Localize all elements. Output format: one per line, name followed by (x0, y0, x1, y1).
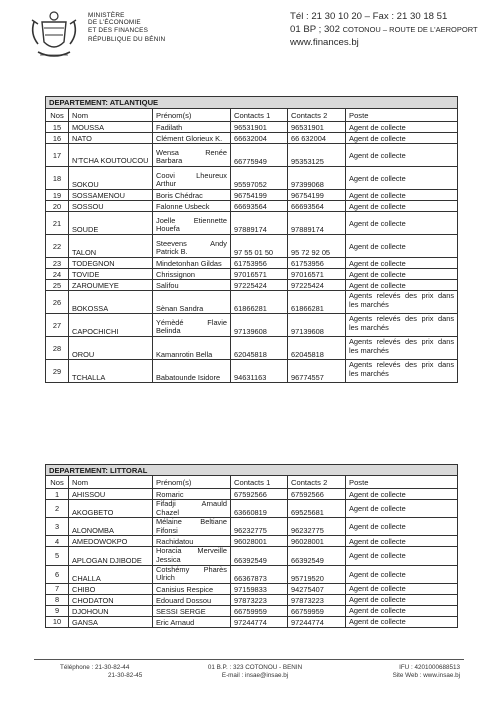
department-title: DEPARTEMENT: ATLANTIQUE (46, 97, 458, 109)
cell-contacts1: 96028001 (231, 536, 288, 547)
cell-nom: APLOGAN DJIBODE (69, 547, 153, 565)
cell-contacts1: 97873223 (231, 594, 288, 605)
cell-prenoms: Horacia Merveille Jessica (153, 547, 231, 565)
cell-poste: Agent de collecte (346, 616, 458, 627)
table-row (46, 583, 458, 594)
cell-contacts2: 94275407 (288, 583, 346, 594)
footer-divider (34, 659, 464, 660)
cell-no: 17 (46, 144, 69, 167)
cell-nom: CHALLA (69, 565, 153, 583)
table-row (46, 536, 458, 547)
cell-contacts2: 97225424 (288, 280, 346, 291)
cell-nom: ZAROUMEYE (69, 280, 153, 291)
cell-poste: Agents relevés des prix dans les marchés (346, 360, 458, 383)
footer-phones (60, 664, 180, 681)
table-row (46, 258, 458, 269)
table-row (46, 190, 458, 201)
cell-poste: Agent de collecte (346, 594, 458, 605)
cell-no: 3 (46, 518, 69, 536)
cell-no: 4 (46, 536, 69, 547)
col-header-no: Nos (46, 109, 69, 122)
footer-bp: 01 B.P. : 323 COTONOU - BENIN (207, 664, 303, 671)
footer-phone-2: 21-30-82-45 (108, 672, 143, 680)
cell-prenoms: Babatounde Isidore (153, 360, 231, 383)
cell-poste: Agents relevés des prix dans les marchés (346, 337, 458, 360)
cell-contacts1: 66759959 (231, 605, 288, 616)
table-row (46, 201, 458, 212)
cell-contacts1: 96754199 (231, 190, 288, 201)
cell-no: 21 (46, 212, 69, 235)
col-header-nom: Nom (69, 109, 153, 122)
cell-contacts1: 95597052 (231, 167, 288, 190)
cell-prenoms: Falonne Usbeck (153, 201, 231, 212)
cell-nom: AHISSOU (69, 489, 153, 500)
table-row (46, 489, 458, 500)
col-header-contacts1: Contacts 1 (231, 476, 288, 489)
cell-nom: ALONOMBA (69, 518, 153, 536)
table-row (46, 291, 458, 314)
table-row (46, 616, 458, 627)
cell-poste: Agent de collecte (346, 190, 458, 201)
cell-no: 10 (46, 616, 69, 627)
cell-contacts1: 66775949 (231, 144, 288, 167)
cell-no: 24 (46, 269, 69, 280)
cell-no: 25 (46, 280, 69, 291)
cell-poste: Agent de collecte (346, 518, 458, 536)
ministry-address (290, 23, 478, 36)
cell-contacts1: 66392549 (231, 547, 288, 565)
cell-prenoms: Fadilath (153, 122, 231, 133)
footer-site: Site Web : www.insae.bj (392, 672, 460, 680)
cell-no: 28 (46, 337, 69, 360)
cell-nom: BOKOSSA (69, 291, 153, 314)
cell-nom: DJOHOUN (69, 605, 153, 616)
cell-nom: N'TCHA KOUTOUCOU (69, 144, 153, 167)
col-header-prenoms: Prénom(s) (153, 109, 231, 122)
cell-contacts2: 69525681 (288, 500, 346, 518)
cell-contacts2: 61866281 (288, 291, 346, 314)
cell-contacts1: 61866281 (231, 291, 288, 314)
cell-prenoms: Cotshémy Pharès Ulrich (153, 565, 231, 583)
cell-prenoms: Steevens Andy Patrick B. (153, 235, 231, 258)
cell-nom: AMEDOWOKPO (69, 536, 153, 547)
cell-no: 19 (46, 190, 69, 201)
cell-prenoms: Coovi Lheureux Arthur (153, 167, 231, 190)
cell-poste: Agent de collecte (346, 269, 458, 280)
cell-no: 23 (46, 258, 69, 269)
cell-prenoms: Kamanrotin Bella (153, 337, 231, 360)
cell-contacts2: 97873223 (288, 594, 346, 605)
letterhead (0, 0, 500, 72)
cell-contacts2: 97399068 (288, 167, 346, 190)
cell-contacts1: 61753956 (231, 258, 288, 269)
cell-nom: TODEGNON (69, 258, 153, 269)
cell-no: 29 (46, 360, 69, 383)
cell-prenoms: Romaric (153, 489, 231, 500)
col-header-nom: Nom (69, 476, 153, 489)
footer-ifu: IFU : 4201000688513 (399, 664, 460, 671)
cell-contacts2: 66392549 (288, 547, 346, 565)
table-row (46, 360, 458, 383)
cell-no: 2 (46, 500, 69, 518)
column-header-row (46, 476, 458, 489)
col-header-poste: Poste (346, 109, 458, 122)
cell-no: 22 (46, 235, 69, 258)
cell-contacts1: 62045818 (231, 337, 288, 360)
footer-email: E-mail : insae@insae.bj (221, 672, 289, 680)
table-row (46, 122, 458, 133)
cell-contacts1: 97244774 (231, 616, 288, 627)
cell-prenoms: Eric Arnaud (153, 616, 231, 627)
cell-no: 27 (46, 314, 69, 337)
cell-nom: GANSA (69, 616, 153, 627)
cell-contacts1: 97159833 (231, 583, 288, 594)
cell-prenoms: Rachidatou (153, 536, 231, 547)
column-header-row (46, 109, 458, 122)
phone-fax: Tél : 21 30 10 20 – Fax : 21 30 18 51 (290, 11, 448, 22)
cell-no: 20 (46, 201, 69, 212)
cell-contacts2: 97016571 (288, 269, 346, 280)
cell-poste: Agent de collecte (346, 500, 458, 518)
table-row (46, 167, 458, 190)
table-row (46, 235, 458, 258)
cell-nom: SOKOU (69, 167, 153, 190)
cell-poste: Agent de collecte (346, 489, 458, 500)
department-row (46, 465, 458, 476)
cell-no: 18 (46, 167, 69, 190)
littoral-table (45, 464, 458, 628)
col-header-contacts2: Contacts 2 (288, 476, 346, 489)
cell-contacts2: 66759959 (288, 605, 346, 616)
cell-contacts1: 63660819 (231, 500, 288, 518)
cell-prenoms: Wensa Renée Barbara (153, 144, 231, 167)
cell-nom: TOVIDE (69, 269, 153, 280)
footer-phone-1: Téléphone : 21-30-82-44 (60, 664, 130, 671)
cell-poste: Agent de collecte (346, 235, 458, 258)
cell-poste: Agent de collecte (346, 258, 458, 269)
department-row (46, 97, 458, 109)
cell-poste: Agent de collecte (346, 144, 458, 167)
cell-poste: Agent de collecte (346, 280, 458, 291)
cell-nom: SOSSAMENOU (69, 190, 153, 201)
cell-contacts2: 97889174 (288, 212, 346, 235)
cell-prenoms: Chrissignon (153, 269, 231, 280)
cell-contacts1: 66632004 (231, 133, 288, 144)
cell-prenoms: Mindetonhan Gildas (153, 258, 231, 269)
ministry-line-2: DE L'ÉCONOMIE (88, 19, 141, 27)
cell-contacts1: 94631163 (231, 360, 288, 383)
cell-prenoms: Joelle Etiennette Houefa (153, 212, 231, 235)
cell-contacts2: 95353125 (288, 144, 346, 167)
cell-poste: Agent de collecte (346, 547, 458, 565)
table-row (46, 594, 458, 605)
cell-contacts1: 97139608 (231, 314, 288, 337)
cell-contacts2: 62045818 (288, 337, 346, 360)
cell-nom: SOUDE (69, 212, 153, 235)
cell-prenoms: Clément Glorieux K. (153, 133, 231, 144)
cell-contacts2: 96232775 (288, 518, 346, 536)
table-row (46, 565, 458, 583)
table-row (46, 518, 458, 536)
cell-no: 7 (46, 583, 69, 594)
cell-nom: OROU (69, 337, 153, 360)
cell-poste: Agent de collecte (346, 565, 458, 583)
cell-poste: Agent de collecte (346, 212, 458, 235)
cell-contacts1: 97016571 (231, 269, 288, 280)
cell-nom: SOSSOU (69, 201, 153, 212)
footer-ids (330, 664, 460, 681)
cell-poste: Agent de collecte (346, 583, 458, 594)
ministry-website: www.finances.bj (290, 37, 359, 48)
table-row (46, 269, 458, 280)
table-row (46, 500, 458, 518)
cell-no: 9 (46, 605, 69, 616)
cell-poste: Agents relevés des prix dans les marchés (346, 291, 458, 314)
ministry-name (88, 12, 165, 44)
col-header-contacts1: Contacts 1 (231, 109, 288, 122)
cell-contacts1: 96531901 (231, 122, 288, 133)
cell-nom: TALON (69, 235, 153, 258)
cell-poste: Agent de collecte (346, 122, 458, 133)
cell-no: 26 (46, 291, 69, 314)
table-row (46, 314, 458, 337)
cell-contacts2: 66693564 (288, 201, 346, 212)
cell-contacts2: 97139608 (288, 314, 346, 337)
cell-contacts1: 97225424 (231, 280, 288, 291)
table-row (46, 605, 458, 616)
col-header-no: Nos (46, 476, 69, 489)
cell-prenoms: Fifadji Arnauld Chazel (153, 500, 231, 518)
col-header-poste: Poste (346, 476, 458, 489)
address-street: COTONOU – ROUTE DE L'AEROPORT (342, 25, 478, 34)
cell-poste: Agent de collecte (346, 133, 458, 144)
cell-nom: CAPOCHICHI (69, 314, 153, 337)
table-row (46, 547, 458, 565)
table-row (46, 144, 458, 167)
cell-prenoms: Edouard Dossou (153, 594, 231, 605)
department-title: DEPARTEMENT: LITTORAL (46, 465, 458, 476)
cell-contacts1: 97 55 01 50 (231, 235, 288, 258)
cell-contacts2: 96531901 (288, 122, 346, 133)
cell-poste: Agent de collecte (346, 167, 458, 190)
cell-contacts1: 66693564 (231, 201, 288, 212)
table-row (46, 133, 458, 144)
cell-contacts1: 66367873 (231, 565, 288, 583)
table-row (46, 337, 458, 360)
cell-nom: CHODATON (69, 594, 153, 605)
cell-contacts1: 96232775 (231, 518, 288, 536)
cell-prenoms: Mélaine Beltiane Fifonsi (153, 518, 231, 536)
col-header-contacts2: Contacts 2 (288, 109, 346, 122)
cell-no: 16 (46, 133, 69, 144)
cell-no: 8 (46, 594, 69, 605)
cell-contacts2: 96754199 (288, 190, 346, 201)
cell-poste: Agents relevés des prix dans les marchés (346, 314, 458, 337)
republic-name: RÉPUBLIQUE DU BÉNIN (88, 36, 166, 44)
cell-contacts2: 96028001 (288, 536, 346, 547)
cell-contacts2: 97244774 (288, 616, 346, 627)
cell-poste: Agent de collecte (346, 536, 458, 547)
cell-prenoms: Sènan Sandra (153, 291, 231, 314)
cell-nom: AKOGBETO (69, 500, 153, 518)
atlantique-table (45, 96, 458, 383)
cell-contacts2: 95719520 (288, 565, 346, 583)
ministry-line-3: ET DES FINANCES (88, 26, 149, 34)
cell-poste: Agent de collecte (346, 201, 458, 212)
cell-contacts2: 61753956 (288, 258, 346, 269)
cell-contacts2: 96774557 (288, 360, 346, 383)
cell-prenoms: Salifou (153, 280, 231, 291)
cell-contacts1: 97889174 (231, 212, 288, 235)
cell-no: 5 (46, 547, 69, 565)
cell-poste: Agent de collecte (346, 605, 458, 616)
cell-prenoms: Boris Chédrac (153, 190, 231, 201)
ministry-contact (290, 10, 478, 49)
col-header-prenoms: Prénom(s) (153, 476, 231, 489)
cell-contacts2: 66 632004 (288, 133, 346, 144)
cell-contacts2: 67592566 (288, 489, 346, 500)
cell-prenoms: Yémèdé Flavie Belinda (153, 314, 231, 337)
cell-nom: MOUSSA (69, 122, 153, 133)
cell-nom: NATO (69, 133, 153, 144)
address-bp: 01 BP ; 302 (290, 24, 340, 35)
ministry-line-1: MINISTÈRE (88, 12, 125, 19)
cell-nom: TCHALLA (69, 360, 153, 383)
cell-no: 15 (46, 122, 69, 133)
cell-no: 6 (46, 565, 69, 583)
cell-prenoms: SESSI SERGE (153, 605, 231, 616)
cell-contacts2: 95 72 92 05 (288, 235, 346, 258)
cell-contacts1: 67592566 (231, 489, 288, 500)
coat-of-arms-logo (28, 8, 80, 64)
table-row (46, 212, 458, 235)
footer-address (190, 664, 320, 681)
cell-prenoms: Canisius Respice (153, 583, 231, 594)
cell-no: 1 (46, 489, 69, 500)
cell-nom: CHIBO (69, 583, 153, 594)
table-row (46, 280, 458, 291)
